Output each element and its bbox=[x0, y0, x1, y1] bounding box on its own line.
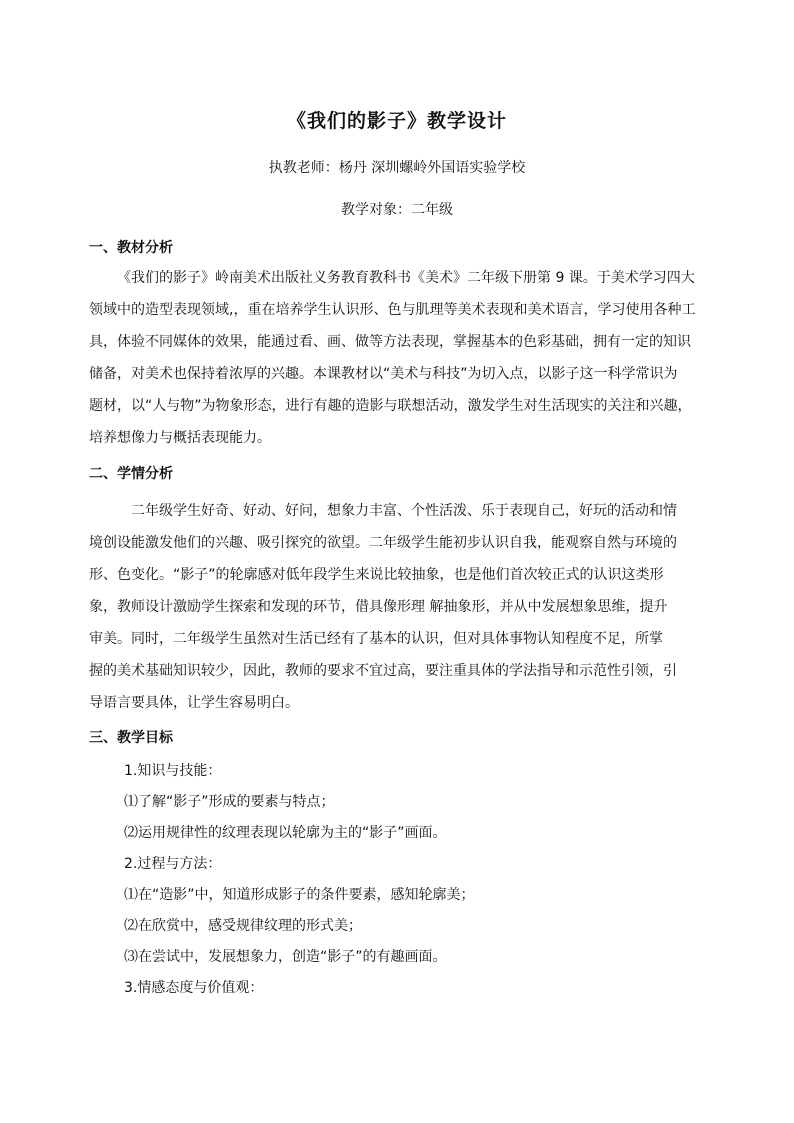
list-item: 2.过程与方法： bbox=[124, 856, 222, 872]
paragraph-line: 象，教师设计激励学生探索和发现的环节，借具像形理 解抽象形，并从中发展想象思维，提升 bbox=[89, 599, 668, 615]
list-item: ⑵运用规律性的纹理表现以轮廓为主的“影子”画面。 bbox=[124, 825, 447, 841]
audience-info: 教学对象：二年级 bbox=[341, 202, 453, 218]
paragraph-line: 培养想像力与概括表现能力。 bbox=[89, 430, 271, 446]
paragraph-line: 导语言要具体，让学生容易明白。 bbox=[89, 695, 299, 711]
list-item: ⑴在“造影”中，知道形成影子的条件要素，感知轮廓美； bbox=[124, 887, 475, 903]
list-item: ⑵在欣赏中，感受规律纹理的形式美； bbox=[124, 918, 362, 934]
teacher-info: 执教老师：杨丹 深圳螺岭外国语实验学校 bbox=[268, 160, 526, 176]
materials-analysis-text bbox=[89, 262, 709, 454]
objectives-list bbox=[124, 756, 704, 1004]
list-item: ⑴了解“影子”形成的要素与特点； bbox=[124, 794, 335, 810]
paragraph-line: 二年级学生好奇、好动、好问，想象力丰富、个性活泼、乐于表现自己，好玩的活动和情 bbox=[131, 503, 677, 519]
paragraph-line: 审美。同时，二年级学生虽然对生活已经有了基本的认识，但对具体事物认知程度不足，所掌 bbox=[89, 631, 663, 647]
list-item: 3.情感态度与价值观： bbox=[124, 980, 264, 996]
paragraph-line: 《我们的影子》岭南美术出版社义务教育教科书《美术》二年级下册第 9 课。于美术学习四大 bbox=[117, 270, 695, 286]
paragraph-line: 形、色变化。“影子”的轮廓感对低年段学生来说比较抽象，也是他们首次较正式的认识这类形 bbox=[89, 567, 664, 583]
paragraph-line: 境创设能激发他们的兴趣、吸引探究的欲望。二年级学生能初步认识自我，能观察自然与环境的 bbox=[89, 535, 677, 551]
list-item: ⑶在尝试中，发展想象力，创造“影子”的有趣画面。 bbox=[124, 949, 447, 965]
section-heading-materials: 一、教材分析 bbox=[89, 240, 173, 256]
list-item: 1.知识与技能： bbox=[124, 763, 222, 779]
paragraph-line: 握的美术基础知识较少，因此，教师的要求不宜过高，要注重具体的学法指导和示范性引领，引 bbox=[89, 663, 677, 679]
paragraph-line: 领域中的造型表现领域,，重在培养学生认识形、色与肌理等美术表现和美术语言，学习使用各种工 bbox=[89, 302, 696, 318]
section-heading-objectives: 三、教学目标 bbox=[89, 730, 173, 746]
document-title: 《我们的影子》教学设计 bbox=[286, 110, 507, 132]
paragraph-line: 题材，以“人与物”为物象形态，进行有趣的造影与联想活动，激发学生对生活现实的关注和兴趣， bbox=[89, 398, 692, 414]
paragraph-line: 具，体验不同媒体的效果，能通过看、画、做等方法表现，掌握基本的色彩基础，拥有一定的知识 bbox=[89, 334, 691, 350]
section-heading-students: 二、学情分析 bbox=[89, 466, 173, 482]
student-analysis-text bbox=[89, 495, 709, 719]
paragraph-line: 储备，对美术也保持着浓厚的兴趣。本课教材以“美术与科技”为切入点，以影子这一科学常识为 bbox=[89, 366, 678, 382]
